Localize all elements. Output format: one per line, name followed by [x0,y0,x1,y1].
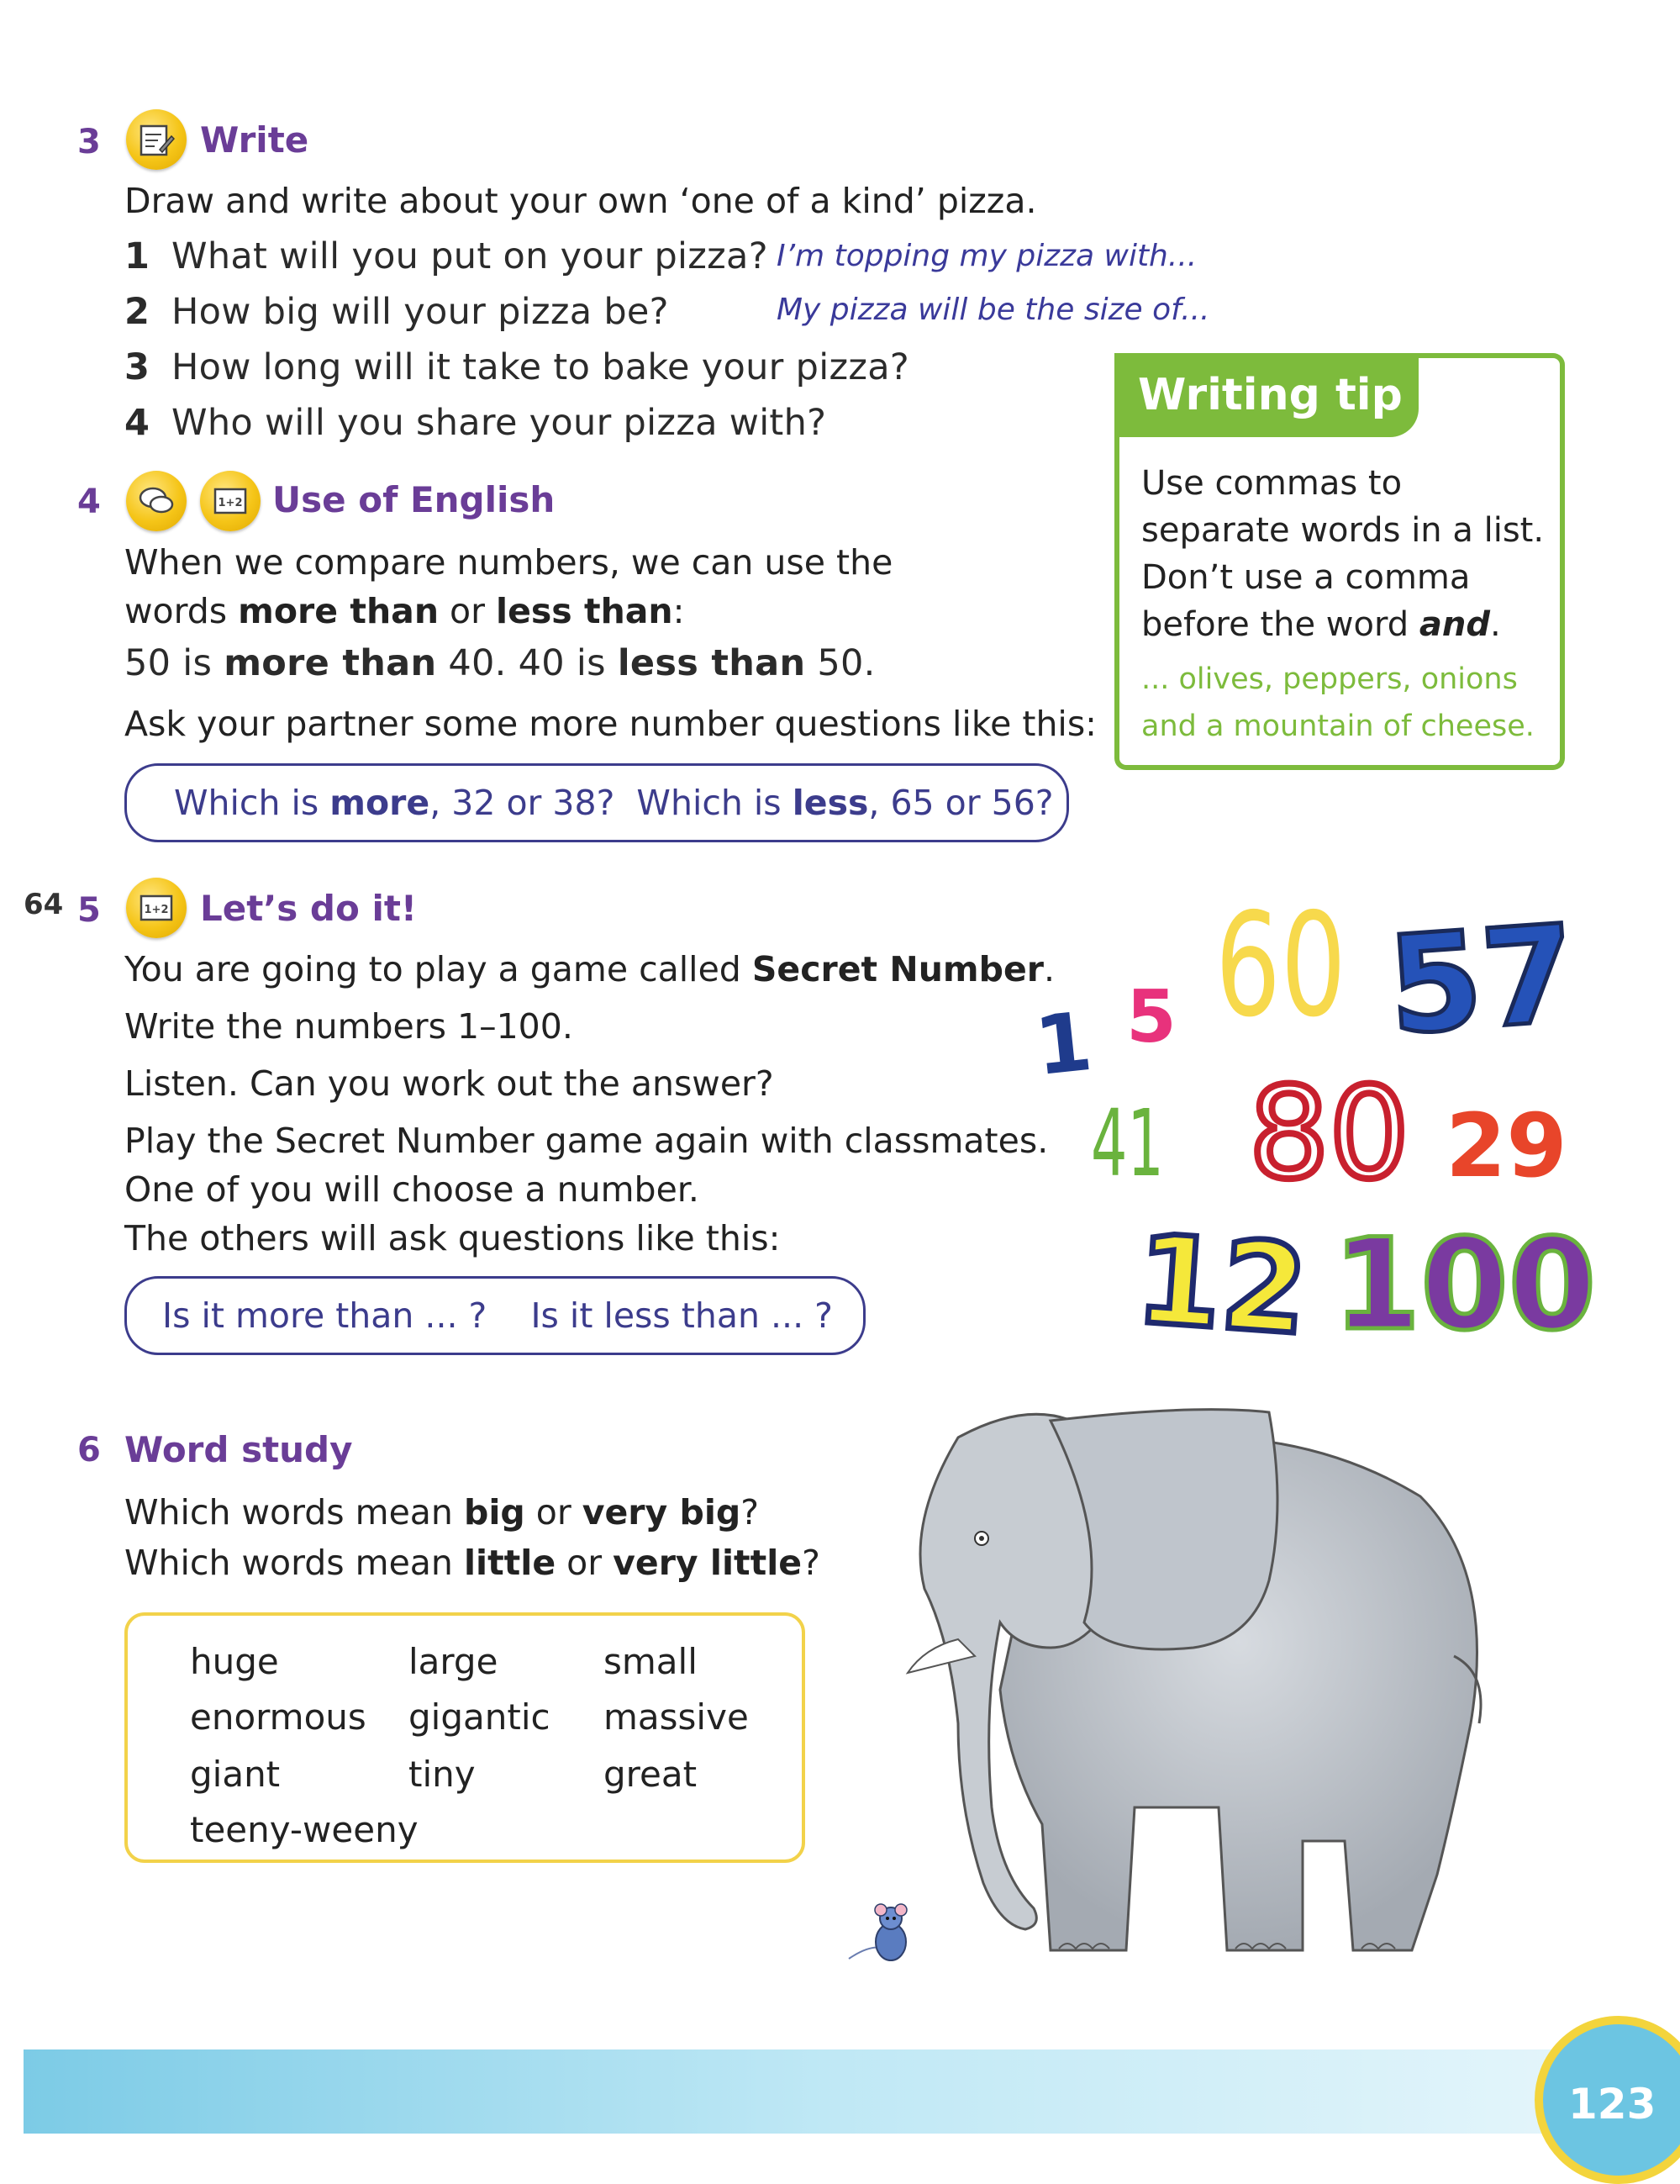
section-5-line-4: Play the Secret Number game again with classmates. [124,1121,1049,1161]
s4-ex-more-than: more than [224,642,437,684]
number-41: 41 [1091,1089,1164,1197]
number-60: 60 [1215,883,1346,1049]
s4-l2-less-than: less than [496,591,673,631]
section-5-line-2: Write the numbers 1–100. [124,1006,573,1047]
section-4-example [124,642,876,684]
word-huge: huge [190,1641,279,1682]
tip-line-1: Use commas to [1141,464,1403,503]
question-4-number: 4 [124,402,150,444]
tip-line-4-pre: before the word [1141,605,1419,644]
section-6-title: Word study [124,1429,353,1470]
number-5: 5 [1126,975,1177,1059]
s6-l2-mid: or [556,1543,614,1583]
word-great: great [603,1754,698,1795]
word-large: large [408,1641,498,1682]
write-activity-icon [126,109,187,170]
word-small: small [603,1641,698,1682]
number-29: 29 [1446,1095,1567,1197]
section-3-title: Write [200,119,309,161]
s4-ex-less-than: less than [617,642,806,684]
section-4-line-4: Ask your partner some more number questions like this: [124,704,1097,744]
number-57: 57 [1382,894,1581,1065]
s6-very-little: very little [613,1543,803,1583]
tip-example-2: and a mountain of cheese. [1141,710,1535,743]
page-number: 123 [1568,2080,1656,2129]
section-4-title: Use of English [272,479,556,520]
s6-very-big: very big [582,1492,741,1532]
section-4-line-2 [124,587,684,636]
number-80: 80 [1249,1061,1409,1207]
question-4-text: Who will you share your pizza with? [171,402,827,444]
s4-ex-d: 50. [805,642,876,684]
s6-little: little [463,1543,556,1583]
word-teeny-weeny: teeny-weeny [190,1809,419,1850]
section-5-line-6: The others will ask questions like this: [124,1218,781,1258]
section-5-line-1 [124,945,1055,994]
word-list-box [124,1612,805,1863]
section-4-line-1: When we compare numbers, we can use the [124,542,893,583]
pill-d: , 65 or 56? [868,783,1054,823]
mouse-illustration [840,1883,933,1976]
tip-line-2: separate words in a list. [1141,511,1545,550]
s6-l1-post: ? [740,1492,760,1532]
s6-l1-pre: Which words mean [124,1492,464,1532]
s4-l2-post: : [672,591,685,631]
s6-l2-pre: Which words mean [124,1543,464,1583]
s4-l2-pre: words [124,591,239,631]
audio-track-number: 64 [24,888,64,921]
tip-example-1: ... olives, peppers, onions [1141,662,1518,696]
question-1-text: What will you put on your pizza? [171,235,768,277]
maths-activity-icon-2 [126,878,187,938]
question-2-text: How big will your pizza be? [171,291,669,333]
section-6-line-1 [124,1488,759,1537]
s4-l2-more-than: more than [238,591,440,631]
word-gigantic: gigantic [408,1696,550,1738]
tip-and-word: and [1419,605,1490,644]
section-6-line-2 [124,1538,820,1587]
word-giant: giant [190,1754,281,1795]
s6-l1-mid: or [524,1492,582,1532]
word-massive: massive [603,1696,749,1738]
svg-text:1+2: 1+2 [144,904,169,916]
tip-line-4-post: . [1489,605,1501,644]
s6-l2-post: ? [802,1543,820,1583]
question-3-number: 3 [124,346,150,388]
pill-c: , 32 or 38? Which is [429,783,793,823]
maths-activity-icon [200,471,261,531]
pill-less: less [792,783,869,823]
s5-l1-pre: You are going to play a game called [124,949,752,989]
s4-ex-a: 50 is [124,642,224,684]
section-3-intro: Draw and write about your own ‘one of a kind’ pizza. [124,181,1037,221]
section-4-number: 4 [77,483,101,521]
section-6-number: 6 [77,1431,101,1469]
number-1: 1 [1030,994,1097,1095]
pill-more: more [329,783,430,823]
s5-secret-number: Secret Number [751,949,1044,989]
number-12: 12 [1131,1208,1312,1363]
writing-tip-box [1114,353,1565,770]
question-3-text: How long will it take to bake your pizza? [171,346,909,388]
pill-a: Which is [174,783,330,823]
s4-ex-c: 40. 40 is [436,642,618,684]
tip-line-4 [1141,600,1501,649]
word-enormous: enormous [190,1696,366,1738]
svg-text:1+2: 1+2 [218,497,243,509]
tip-line-3: Don’t use a comma [1141,558,1471,597]
section-5-number: 5 [77,891,101,930]
elephant-illustration [832,1370,1521,1976]
section-5-line-3: Listen. Can you work out the answer? [124,1063,774,1104]
footer-band [24,2049,1620,2134]
section-5-line-5: One of you will choose a number. [124,1169,699,1210]
section-3-number: 3 [77,123,101,161]
hint-topping: I’m topping my pizza with... [777,239,1198,273]
secret-number-question-pill: Is it more than ... ? Is it less than ... ? [124,1276,866,1355]
s4-l2-mid: or [439,591,497,631]
question-2-number: 2 [124,291,150,333]
s6-big: big [463,1492,525,1532]
question-1-number: 1 [124,235,150,277]
number-100: 100 [1333,1212,1597,1358]
s5-l1-post: . [1044,949,1056,989]
number-question-pill [124,763,1069,842]
speaking-activity-icon [126,471,187,531]
hint-size: My pizza will be the size of... [777,293,1210,327]
writing-tip-title: Writing tip [1114,353,1419,437]
section-5-title: Let’s do it! [200,888,418,929]
word-tiny: tiny [408,1754,476,1795]
